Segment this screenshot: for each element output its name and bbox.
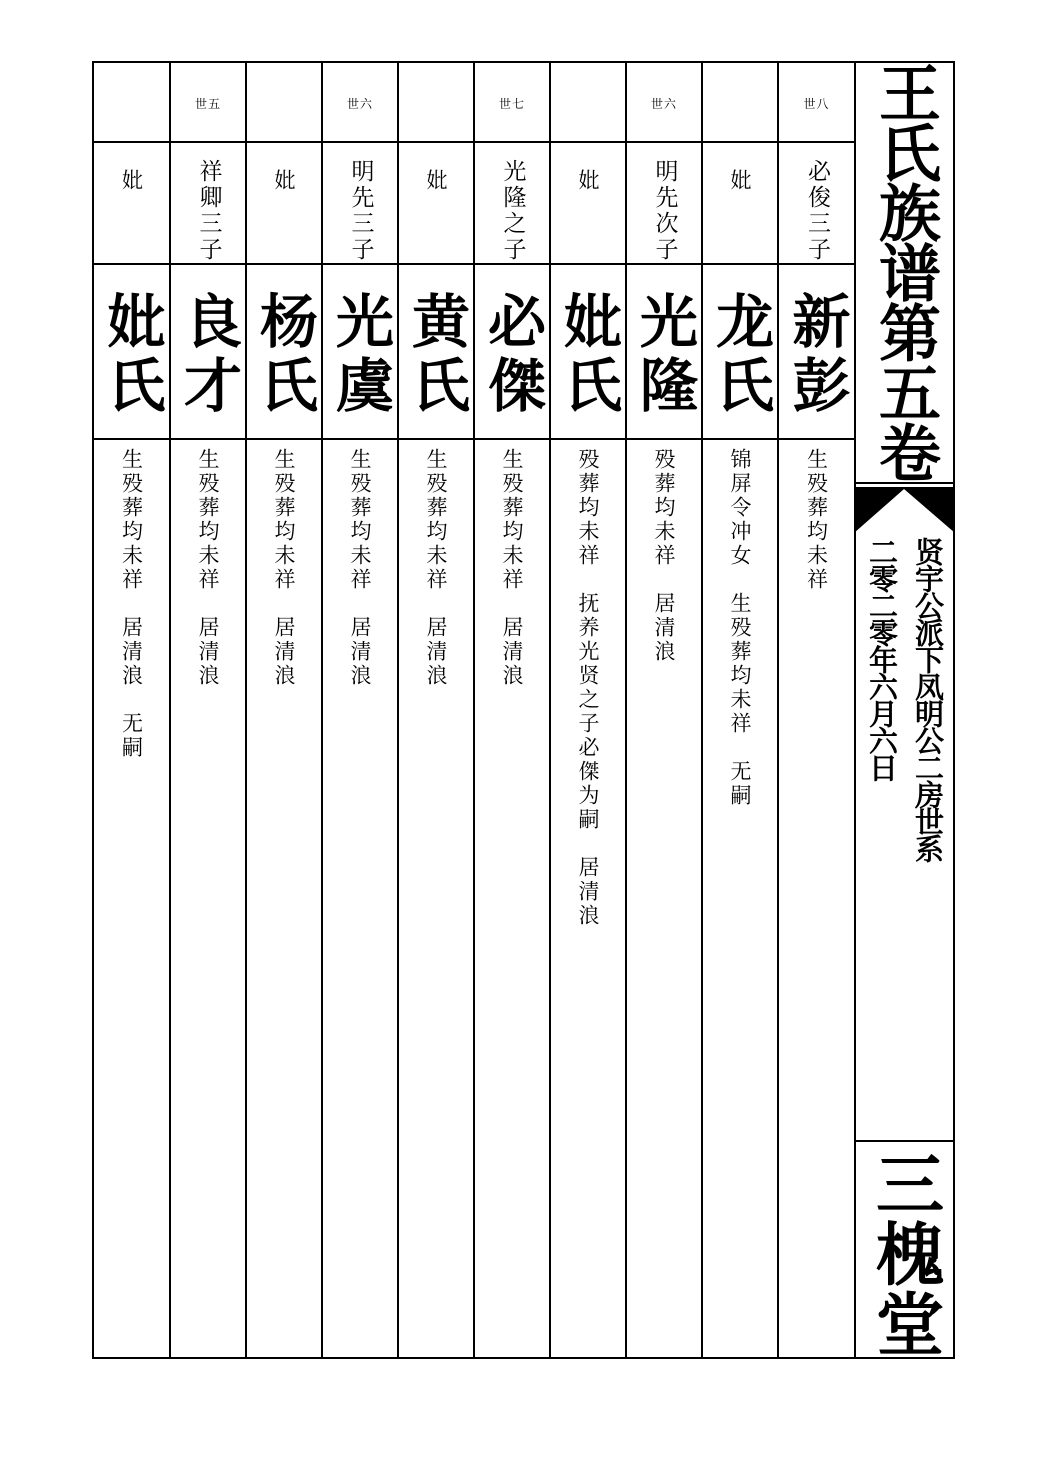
relation-label: 妣 xyxy=(119,169,144,190)
biography-note: 生殁葬均未祥 居清浪 xyxy=(424,448,448,688)
person-name: 杨氏 xyxy=(250,291,318,419)
relation-label: 妣 xyxy=(424,169,448,190)
biography-note: 生殁葬均未祥 居清浪 无嗣 xyxy=(119,448,144,760)
person-name: 良才 xyxy=(174,291,242,419)
relation-cell xyxy=(702,142,778,264)
name-cell xyxy=(93,264,170,439)
name-cell xyxy=(550,264,626,439)
generation-cell xyxy=(170,62,246,142)
person-name: 光虞 xyxy=(326,291,394,419)
generation-cell xyxy=(322,62,398,142)
relation-row xyxy=(93,142,855,264)
name-row xyxy=(93,264,855,439)
note-cell xyxy=(170,439,246,1358)
branch-line-text: 贤宇公派下凤明公二房世系 xyxy=(911,537,945,861)
hall-name xyxy=(854,1149,955,1359)
name-cell xyxy=(702,264,778,439)
generation-cell xyxy=(474,62,550,142)
name-cell xyxy=(246,264,322,439)
name-cell xyxy=(398,264,474,439)
person-name: 龙氏 xyxy=(706,291,774,419)
generation-cell xyxy=(398,62,474,142)
date-text: 二零二零年六月六日 xyxy=(865,537,899,780)
relation-label: 明先三子 xyxy=(347,159,374,263)
note-cell xyxy=(550,439,626,1358)
relation-cell xyxy=(170,142,246,264)
relation-label: 妣 xyxy=(576,169,600,190)
relation-cell xyxy=(626,142,702,264)
title-divider xyxy=(854,482,955,484)
biography-note: 生殁葬均未祥 居清浪 xyxy=(196,448,220,688)
generation-cell xyxy=(626,62,702,142)
title-panel xyxy=(854,61,955,1359)
generation-cell xyxy=(93,62,170,142)
note-cell xyxy=(93,439,170,1358)
generation-label: 世五 xyxy=(194,97,221,111)
generation-label: 世六 xyxy=(650,97,677,111)
generation-label: 世八 xyxy=(803,97,830,111)
relation-cell xyxy=(474,142,550,264)
biography-note: 生殁葬均未祥 居清浪 xyxy=(348,448,372,688)
person-name: 光隆 xyxy=(630,291,698,419)
relation-label: 明先次子 xyxy=(651,159,678,263)
biography-note: 生殁葬均未祥 居清浪 xyxy=(272,448,296,688)
person-name: 必傑 xyxy=(478,291,546,419)
relation-cell xyxy=(398,142,474,264)
relation-label: 光隆之子 xyxy=(499,159,526,263)
fishtail-ornament-icon xyxy=(854,489,955,533)
name-cell xyxy=(170,264,246,439)
note-cell xyxy=(322,439,398,1358)
generation-cell xyxy=(246,62,322,142)
note-cell xyxy=(246,439,322,1358)
relation-cell xyxy=(246,142,322,264)
relation-cell xyxy=(550,142,626,264)
generation-cell xyxy=(778,62,855,142)
relation-cell xyxy=(778,142,855,264)
person-name: 新彭 xyxy=(782,291,851,419)
book-title-text: 王氏族谱第五卷 xyxy=(868,61,942,481)
book-title xyxy=(854,61,955,482)
relation-label: 必俊三子 xyxy=(804,159,830,263)
relation-cell xyxy=(93,142,170,264)
note-cell xyxy=(778,439,855,1358)
name-cell xyxy=(322,264,398,439)
name-cell xyxy=(778,264,855,439)
person-name: 妣氏 xyxy=(554,291,622,419)
fishtail-left-wedge xyxy=(854,489,904,533)
biography-note: 锦屏令冲女 生殁葬均未祥 无嗣 xyxy=(728,448,752,808)
name-cell xyxy=(626,264,702,439)
relation-label: 妣 xyxy=(728,169,752,190)
date-line xyxy=(860,537,904,780)
note-cell xyxy=(474,439,550,1358)
hall-divider xyxy=(854,1140,955,1142)
note-cell xyxy=(398,439,474,1358)
biography-note: 殁葬均未祥 居清浪 xyxy=(652,448,676,664)
person-name: 妣氏 xyxy=(97,291,166,419)
note-row xyxy=(93,439,855,1358)
genealogy-table xyxy=(92,61,856,1359)
person-name: 黄氏 xyxy=(402,291,470,419)
note-cell xyxy=(626,439,702,1358)
generation-label: 世七 xyxy=(498,97,525,111)
branch-line xyxy=(906,537,950,861)
generation-row xyxy=(93,62,855,142)
biography-note: 生殁葬均未祥 xyxy=(804,448,829,592)
generation-cell xyxy=(550,62,626,142)
biography-note: 殁葬均未祥 抚养光贤之子必傑为嗣 居清浪 xyxy=(576,448,600,928)
hall-name-text: 三槐堂 xyxy=(864,1149,945,1359)
relation-label: 祥卿三子 xyxy=(195,159,222,263)
generation-cell xyxy=(702,62,778,142)
relation-label: 妣 xyxy=(272,169,296,190)
generation-label: 世六 xyxy=(346,97,373,111)
name-cell xyxy=(474,264,550,439)
relation-cell xyxy=(322,142,398,264)
note-cell xyxy=(702,439,778,1358)
biography-note: 生殁葬均未祥 居清浪 xyxy=(500,448,524,688)
